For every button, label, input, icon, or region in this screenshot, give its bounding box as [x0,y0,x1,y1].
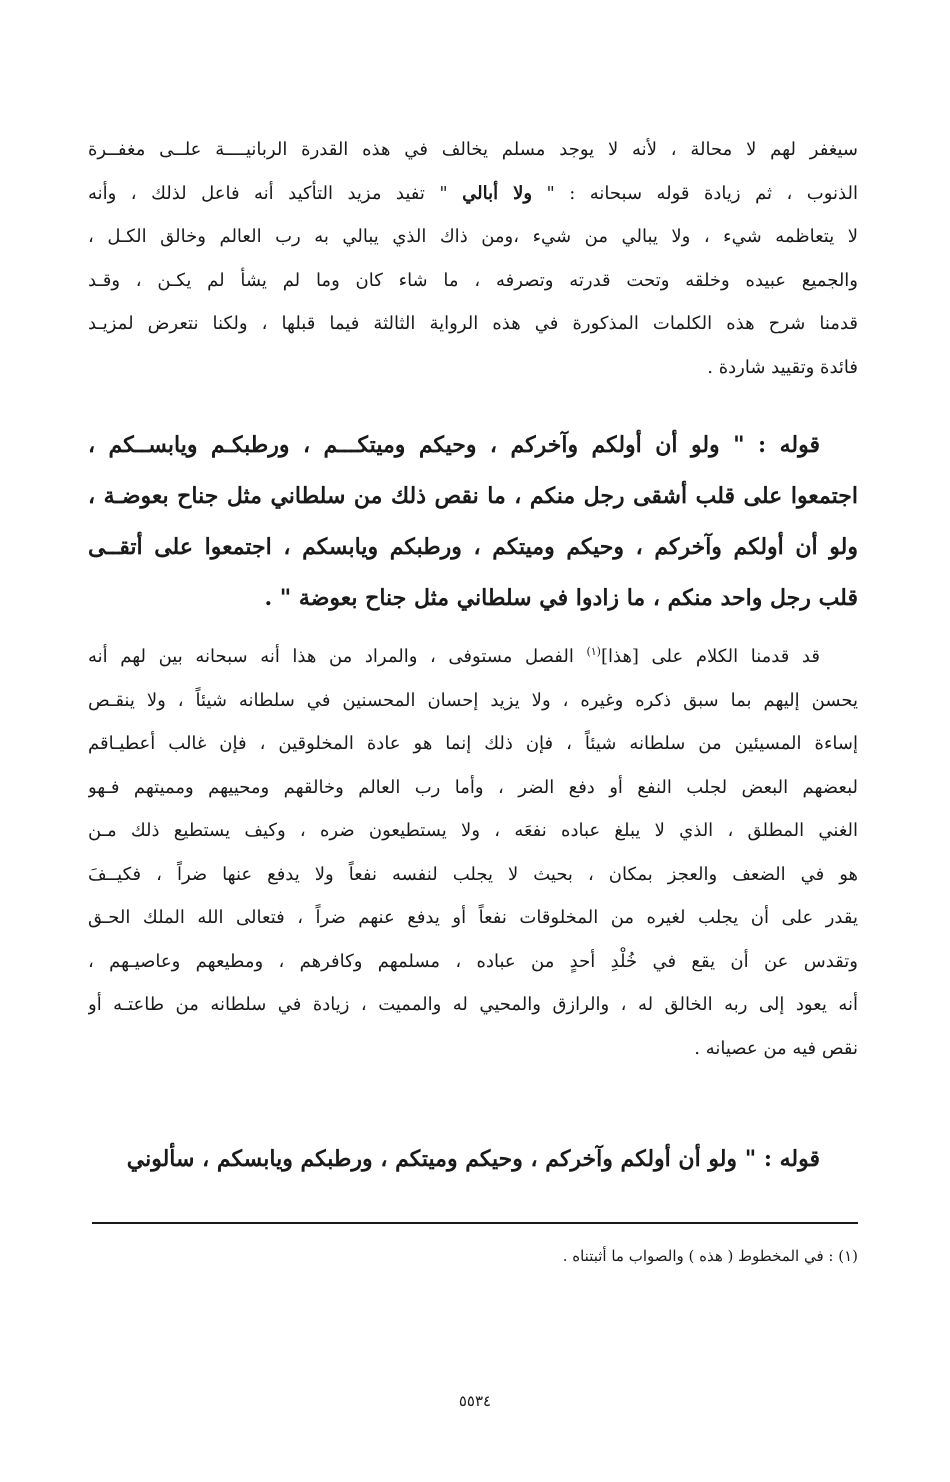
text-line: والجميع عبيده وخلقه وتحت قدرته وتصرفه ، ما شاء كان وما لم يشأ لم يكـن ، وقـد [88,269,858,291]
emphasized-phrase: ولا أبالي [462,182,533,204]
text-line [88,172,858,216]
text-line: فائدة وتقييد شاردة . [707,356,858,378]
text-segment: الفصل مستوفى ، والمراد من هذا أنه سبحانه بين لهم أنه [88,646,587,667]
text-line [88,630,858,679]
paragraph-1 [88,128,858,389]
page-number: ٥٥٣٤ [458,1392,492,1410]
text-line: قدمنا شرح هذه الكلمات المذكورة في هذه الرواية الثالثة فيما قبلها ، ولكنا نتعرض لمزيـد [88,313,858,334]
text-line: لبعضهم البعض لجلب النفع أو دفع الضر ، وأما رب العالم وخالقهم ومحييهم ومميتهم فـهو [88,776,858,798]
text-line: ولو أن أولكم وآخركم ، وحيكم وميتكم ، ورطبكم ويابسكم ، اجتمعوا على أتقــى [88,534,858,560]
text-line: يحسن إليهم بما سبق ذكره وغيره ، ولا يزيد إحسان المحسنين في سلطانه شيئاً ، ولا ينقـص [88,689,858,711]
text-line: يقدر على أن يجلب لغيره من المخلوقات نفعاً أو يدفع عنهم ضراً ، فتعالى الله الملك الحـق [88,907,858,928]
text-segment: قد قدمنا الكلام على [هذا] [600,646,820,667]
text-line: وتقدس عن أن يقع في خُلْدِ أحدٍ من عباده ، مسلمهم وكافرهم ، ومطيعهم وعاصيـهم ، [88,950,858,972]
footnote-divider [92,1222,858,1224]
text-line: قلب رجل واحد منكم ، ما زادوا في سلطاني مثل جناح بعوضة " . [264,585,858,611]
paragraph-2 [88,630,858,1070]
text-line: الغني المطلق ، الذي لا يبلغ عباده نفعَه ، ولا يستطيعون ضره ، وكيف يستطيع ذلك مـن [88,820,858,841]
text-line: إساءة المسيئين من سلطانه شيئاً ، فإن ذلك إنما هو عادة المخلوقين ، فإن غالب أعطيـاقم [88,733,858,754]
text-segment: " تفيد مزيد التأكيد أنه فاعل لذلك ، وأنه [88,182,448,204]
text-line: اجتمعوا على قلب أشقى رجل منكم ، ما نقص ذلك من سلطاني مثل جناح بعوضـة ، [88,483,858,509]
footnote-marker: (١) [586,645,601,658]
text-line: لا يتعاظمه شيء ، ولا يبالي من شيء ،ومن ذاك الذي يبالي به رب العالم وخالق الكـل ، [88,226,858,247]
text-line: سيغفر لهم لا محالة ، لأنه لا يوجد مسلم يخالف في هذه القدرة الربانيــــة علــى مغفــرة [88,139,858,160]
text-line: قوله : " ولو أن أولكم وآخركم ، وحيكم وميتكم ، ورطبكم ويابسكم ، سألوني [126,1146,820,1172]
text-line: قوله : " ولو أن أولكم وآخركم ، وحيكم وميتكـــم ، ورطبكـم ويابســكم ، [88,432,820,458]
text-line: أنه يعود إلى ربه الخالق له ، والرازق والمحيي له والمميت ، زيادة في سلطانه من طاعتـه أو [88,994,858,1015]
footnote: (١) : في المخطوط ( هذه ) والصواب ما أثبتناه . [562,1247,858,1265]
hadith-quote-1 [88,420,858,624]
hadith-quote-2 [88,1134,858,1185]
text-line: هو في الضعف والعجز بمكان ، بحيث لا يجلب لنفسه نفعاً ولا يدفع عنها ضراً ، فكيــفَ [88,863,858,885]
text-segment: الذنوب ، ثم زيادة قوله سبحانه : " [546,182,858,204]
text-line: نقص فيه من عصيانه . [694,1037,858,1059]
